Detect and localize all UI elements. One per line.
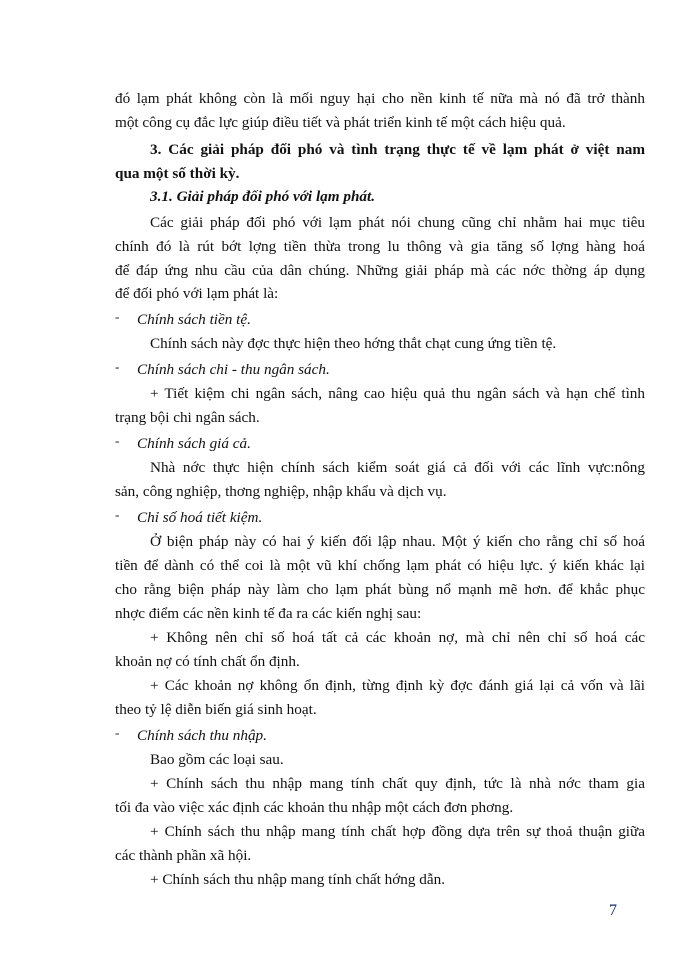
paragraph-line: sản, công nghiệp, thơng nghiệp, nhập khẩu và dịch vụ. — [115, 483, 447, 500]
paragraph-line: Ở biện pháp này có hai ý kiến đối lập nhau. Một ý kiến cho rằng chỉ số hoá — [150, 533, 645, 550]
paragraph-line: tối đa vào việc xác định các khoản thu nhập một cách đơn phơng. — [115, 799, 514, 816]
paragraph-line: tiền để dành có thể coi là một vũ khí chống lạm phát có hiệu lực. ý kiến khác lại — [115, 557, 645, 574]
paragraph-line: theo tỷ lệ diễn biến giá sinh hoạt. — [115, 701, 317, 718]
paragraph-line: chính đó là rút bớt lợng tiền thừa trong lu thông và gia tăng số lợng hàng hoá — [115, 238, 645, 255]
bullet-item — [115, 360, 645, 380]
subsection-heading: 3.1. Giải pháp đối phó với lạm phát. — [150, 188, 376, 205]
bullet-item — [115, 726, 645, 746]
bullet-item — [115, 508, 645, 528]
bullet-marker: - — [115, 507, 120, 522]
paragraph-line: + Tiết kiệm chi ngân sách, nâng cao hiệu quả thu ngân sách và hạn chế tình — [150, 385, 645, 402]
paragraph-line: + Không nên chỉ số hoá tất cả các khoản nợ, mà chỉ nên chỉ số hoá các — [150, 629, 645, 646]
bullet-label: Chính sách giá cả. — [137, 435, 251, 452]
paragraph-line: đó lạm phát không còn là mối nguy hại cho nền kinh tế nữa mà nó đã trở thành — [115, 90, 645, 107]
paragraph-line: trạng bội chi ngân sách. — [115, 409, 260, 426]
paragraph-line: các thành phần xã hội. — [115, 847, 252, 864]
paragraph-line: + Chính sách thu nhập mang tính chất hợp đồng dựa trên sự thoả thuận giữa — [150, 823, 645, 840]
paragraph-line: + Các khoản nợ không ổn định, từng định kỳ đợc đánh giá lại cả vốn và lãi — [150, 677, 645, 694]
paragraph-line: + Chính sách thu nhập mang tính chất hớng dẫn. — [150, 871, 445, 888]
bullet-label: Chỉ số hoá tiết kiệm. — [137, 509, 263, 526]
bullet-marker: - — [115, 359, 120, 374]
bullet-marker: - — [115, 725, 120, 740]
paragraph-line: Chính sách này đợc thực hiện theo hớng thắt chạt cung ứng tiền tệ. — [150, 335, 557, 352]
bullet-label: Chính sách tiền tệ. — [137, 311, 251, 328]
paragraph-line: một công cụ đắc lực giúp điều tiết và phát triển kinh tế một cách hiệu quả. — [115, 114, 566, 131]
paragraph-line: Nhà nớc thực hiện chính sách kiểm soát giá cả đối với các lĩnh vực:nông — [150, 459, 645, 476]
bullet-marker: - — [115, 433, 120, 448]
paragraph-line: cho rằng biện pháp này làm cho lạm phát bùng nổ mạnh mẽ hơn. để khắc phục — [115, 581, 645, 598]
bullet-item — [115, 310, 645, 330]
bullet-label: Chính sách chi - thu ngân sách. — [137, 361, 330, 378]
bullet-marker: - — [115, 309, 120, 324]
paragraph-line: nhợc điểm các nền kinh tế đa ra các kiến nghị sau: — [115, 605, 422, 622]
bullet-item — [115, 434, 645, 454]
paragraph-line: để đáp ứng nhu cầu của dân chúng. Những giải pháp mà các nớc thờng áp dụng — [115, 262, 645, 279]
section-heading: 3. Các giải pháp đối phó và tình trạng thực tế về lạm phát ở việt nam — [150, 141, 645, 158]
bullet-label: Chính sách thu nhập. — [137, 727, 267, 744]
section-heading: qua một số thời kỳ. — [115, 165, 240, 182]
page-number: 7 — [609, 902, 617, 919]
paragraph-line: khoản nợ có tính chất ổn định. — [115, 653, 300, 670]
paragraph-line: Các giải pháp đối phó với lạm phát nói chung cũng chỉ nhằm hai mục tiêu — [150, 214, 645, 231]
paragraph-line: Bao gồm các loại sau. — [150, 751, 284, 768]
paragraph-line: + Chính sách thu nhập mang tính chất quy định, tức là nhà nớc tham gia — [150, 775, 645, 792]
paragraph-line: để đối phó với lạm phát là: — [115, 285, 279, 302]
